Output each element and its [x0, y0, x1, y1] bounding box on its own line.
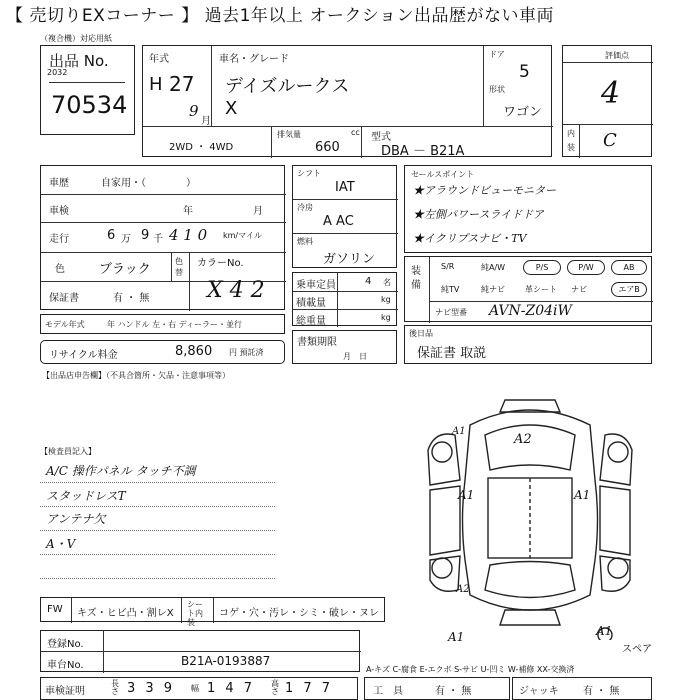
dims-h-label: 長さ	[111, 679, 119, 696]
fuel-value: ガソリン	[323, 252, 376, 267]
car-rear-bumper	[500, 610, 560, 625]
ac-value: A AC	[323, 214, 354, 229]
equip-navi: 純ナビ	[481, 285, 505, 294]
warranty-label: 保証書	[49, 293, 79, 304]
vehicle-box	[142, 45, 552, 157]
mileage-label: 走行	[49, 234, 69, 245]
disp-unit: cc	[351, 128, 360, 137]
equip-ps: P/S	[523, 260, 561, 275]
reg-label: 登録No.	[47, 639, 84, 650]
dims-h: 3 3 9	[127, 681, 176, 696]
fw-row	[40, 597, 385, 627]
car-right-door	[600, 486, 630, 555]
docs-box	[292, 330, 397, 364]
capacity-value: 4	[365, 276, 372, 287]
lot-box	[40, 45, 135, 135]
fw-items: キズ・ヒビ凸・割レX	[77, 608, 174, 619]
mark-a2-top: A2	[514, 432, 532, 447]
year-month-unit: 月	[201, 116, 211, 127]
cert-row	[40, 677, 358, 700]
mark-a2-left: A2	[456, 584, 470, 595]
inspection-label: 車検	[49, 206, 69, 217]
load-label: 積載量	[296, 298, 326, 309]
car-wheel-rl	[432, 558, 452, 578]
navi-value: AVN-Z04iW	[489, 303, 572, 319]
recycle-row	[40, 340, 285, 364]
inspector-note-2: スタッドレスT	[46, 489, 126, 503]
mileage-hand: 4 1 0	[169, 226, 208, 244]
car-roof	[488, 478, 572, 558]
interior-label-1: 内	[567, 129, 575, 138]
drive: 2WD ・ 4WD	[169, 142, 234, 153]
type-label: 型式	[371, 132, 391, 143]
car-left-door	[430, 486, 460, 555]
color-value: ブラック	[99, 262, 151, 277]
lot-number: 70534	[51, 91, 128, 119]
docs-unit: 月 日	[343, 352, 367, 361]
recycle-label: リサイクル料金	[49, 350, 118, 361]
later-box	[404, 325, 652, 364]
sales-point-3: ★イクリプスナビ・TV	[413, 232, 527, 245]
equip-box	[404, 256, 652, 322]
sales-point-2: ★左側パワースライドドア	[413, 208, 544, 221]
chassis-value: B21A-0193887	[181, 654, 271, 668]
jack-box	[512, 677, 652, 700]
gross-unit: kg	[381, 313, 391, 322]
navi-label: ナビ型番	[435, 308, 467, 317]
mark-a1-rear-left: A1	[448, 630, 465, 644]
mark-a1-right: A1	[574, 488, 591, 502]
model-label: 車名・グレード	[219, 54, 289, 65]
model-name: デイズルークス	[225, 76, 350, 97]
mileage-man: 6	[107, 228, 116, 243]
reg-box	[40, 630, 360, 672]
lot-small: 2032	[47, 68, 68, 77]
color-change: 色替	[175, 257, 183, 277]
score-label: 評価点	[605, 51, 629, 60]
year-month: 9	[189, 102, 199, 120]
tools-box	[364, 677, 510, 700]
shift-label: シフト	[297, 169, 321, 178]
mileage-unit: km/マイル	[223, 231, 262, 240]
dims-t: 1 7 7	[285, 681, 334, 696]
score-box	[562, 45, 652, 157]
car-damage-diagram	[410, 390, 650, 640]
inspection-year: 年	[183, 206, 193, 217]
shift-box	[292, 165, 397, 268]
equip-aw: 純A/W	[481, 263, 506, 272]
jack-label: ジャッキ	[519, 686, 559, 697]
type-value: DBA － B21A	[381, 144, 465, 159]
gross-label: 総重量	[296, 316, 326, 327]
ac-label: 冷房	[297, 203, 313, 212]
equip-sr: S/R	[441, 262, 455, 271]
seat-items: コゲ・穴・汚レ・シミ・破レ・ヌレ	[219, 608, 379, 619]
inspector-note-4: A・V	[46, 537, 76, 551]
shift-value: IAT	[335, 180, 355, 195]
dims-w: 1 4 7	[207, 681, 256, 696]
capacity-box	[292, 272, 397, 326]
equip-tv: 純TV	[441, 285, 460, 294]
recycle-unit: 円 預託済	[229, 348, 264, 357]
recycle-value: 8,860	[175, 344, 213, 359]
later-label: 後日品	[409, 329, 433, 338]
dims-t-label: 高さ	[271, 679, 279, 696]
fuel-label: 燃料	[297, 237, 313, 246]
car-rear-glass	[485, 562, 575, 598]
equip-leather: 革シート	[525, 285, 557, 294]
car-wheel-rr	[608, 558, 628, 578]
seat-label: シート内装	[187, 600, 203, 627]
history-box	[40, 165, 285, 310]
mark-a1-rear-right: A1	[596, 624, 613, 638]
inspector-note-1: A/C 操作パネル タッチ不調	[46, 464, 196, 478]
model-year-row-text: 年 ハンドル 左・右 ディーラー・並行	[107, 320, 242, 329]
shape-label: 形状	[489, 85, 505, 94]
color-no-label: カラーNo.	[197, 258, 244, 269]
equip-airb: エアB	[611, 282, 647, 297]
year-era: H	[149, 74, 163, 95]
mileage-man-unit: 万	[121, 234, 131, 245]
mark-a1-front-left: A1	[452, 426, 466, 437]
equip-ab: AB	[611, 260, 647, 275]
disp-value: 660	[315, 140, 340, 155]
model-year-row	[40, 314, 285, 334]
interior-label-2: 装	[567, 143, 575, 152]
inspector-title: 【検査員記入】	[40, 447, 96, 456]
history-label: 車歴	[49, 178, 69, 189]
tools-value: 有 ・ 無	[435, 686, 472, 697]
equip-pw: P/W	[567, 260, 605, 275]
year-value: 27	[169, 72, 195, 96]
later-value: 保証書 取説	[417, 346, 487, 361]
grade: X	[225, 98, 238, 119]
door-label: ドア	[489, 50, 505, 59]
spare-label: スペア	[622, 644, 652, 655]
door-value: 5	[519, 62, 530, 82]
banner-title: 【 売切りEXコーナー 】 過去1年以上 オークション出品歴がない車両	[6, 6, 554, 26]
sub-note: （複合機）対応用紙	[40, 34, 112, 43]
warranty-value: 有 ・ 無	[113, 293, 150, 304]
inspection-month: 月	[253, 206, 263, 217]
cert-label: 車検証明	[45, 686, 85, 697]
color-label: 色	[55, 264, 65, 275]
capacity-label: 乗車定員	[296, 280, 336, 291]
docs-label: 書類期限	[297, 337, 337, 348]
equip-label: 装備	[411, 266, 421, 291]
capacity-unit: 名	[383, 278, 391, 287]
year-label: 年式	[149, 54, 169, 65]
lot-label: 出品 No.	[49, 52, 109, 70]
mileage-sen: 9	[141, 228, 150, 243]
seller-note-title: 【出品店申告欄】（不具合箇所・欠品・注意事項等）	[42, 371, 230, 380]
chassis-label: 車台No.	[47, 660, 84, 671]
history-value: 自家用・（ ）	[101, 178, 196, 189]
car-wheel-fr	[608, 442, 628, 462]
sales-point-1: ★アラウンドビューモニター	[413, 184, 556, 197]
interior-value: C	[603, 130, 617, 151]
shape-value: ワゴン	[503, 105, 543, 120]
tools-label: 工 具	[373, 686, 403, 697]
mileage-sen-unit: 千	[153, 234, 163, 245]
model-year-label: モデル年式	[45, 320, 85, 329]
sales-box	[404, 165, 652, 253]
inspector-note-3: アンテナ欠	[46, 512, 106, 526]
load-unit: kg	[381, 295, 391, 304]
dims-w-label: 幅	[191, 684, 199, 693]
damage-legend: A-キズ C-腐食 E-エクボ S-サビ U-凹ミ W-補修 XX-交換済	[366, 665, 575, 674]
sales-title: セールスポイント	[411, 170, 475, 179]
score-value: 4	[601, 76, 621, 111]
car-wheel-fl	[432, 442, 452, 462]
color-no-value: X 4 2	[207, 278, 265, 303]
fw-label: FW	[47, 604, 63, 615]
disp-label: 排気量	[277, 130, 301, 139]
jack-value: 有 ・ 無	[583, 686, 620, 697]
equip-navi2: ナビ	[571, 285, 587, 294]
mark-a1-mid: A1	[458, 488, 475, 502]
